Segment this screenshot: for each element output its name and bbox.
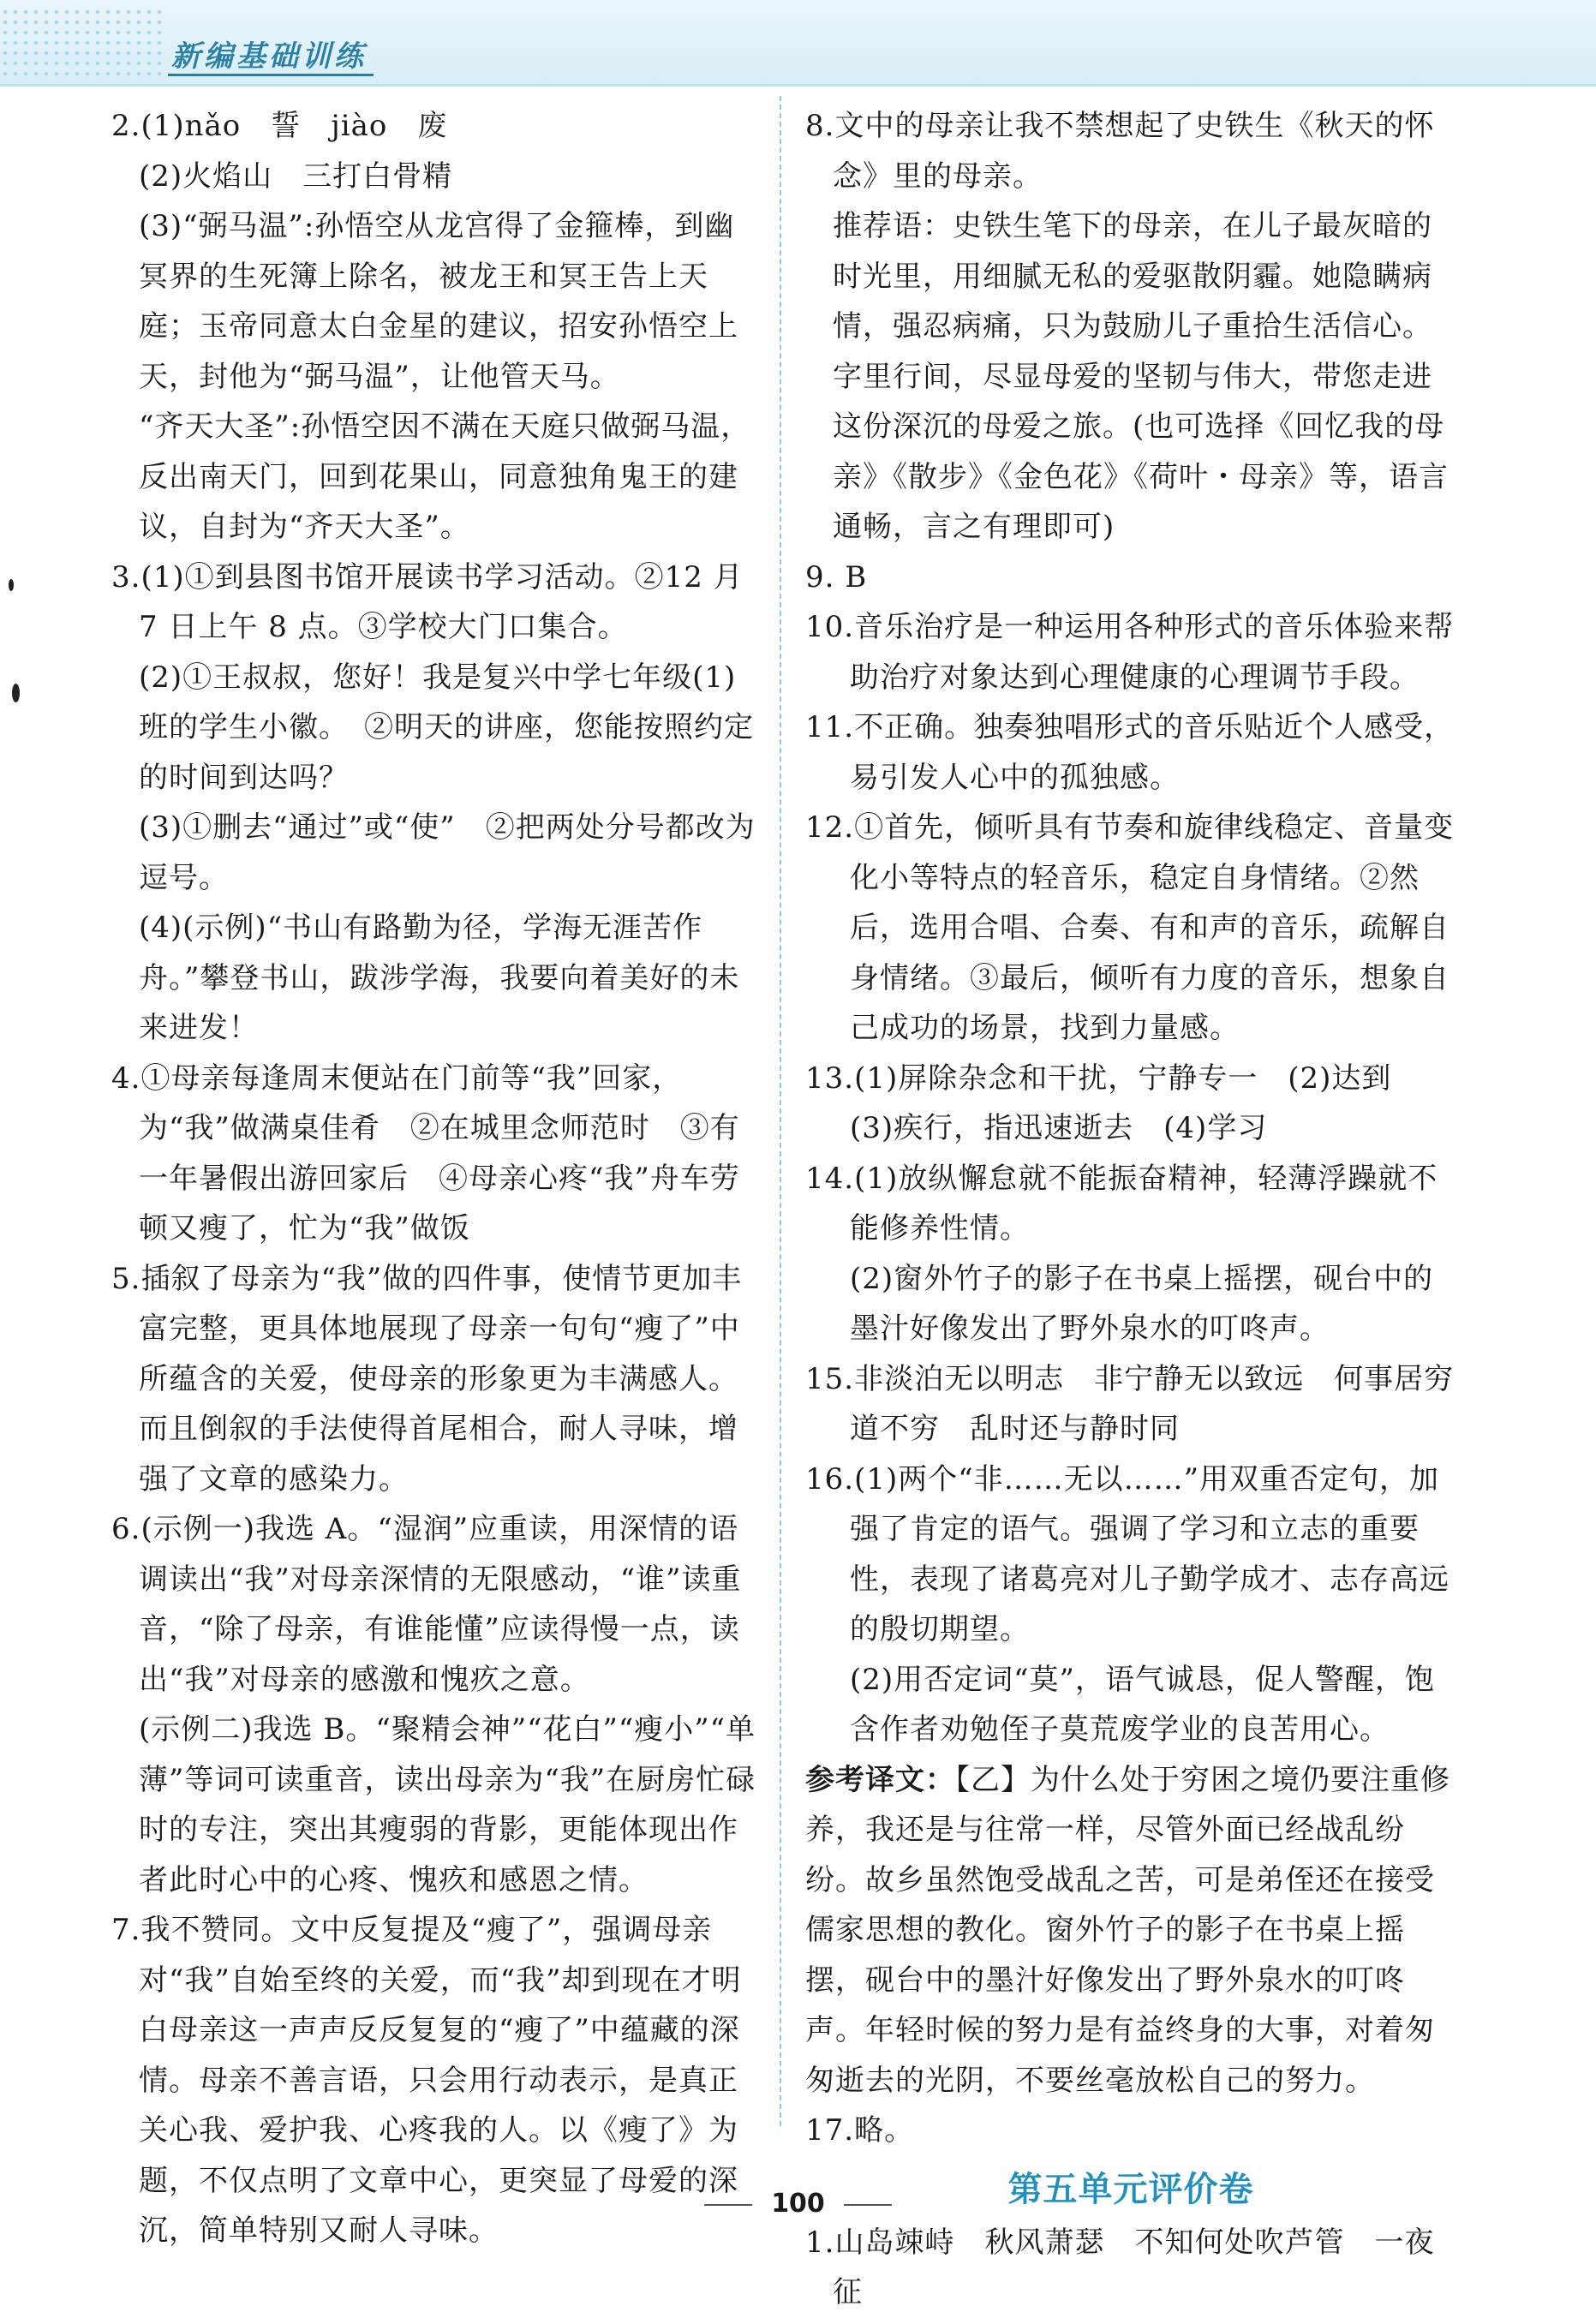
answer-q2-3: (3)“弼马温”:孙悟空从龙宫得了金箍棒，到幽冥界的生死簿上除名，被龙王和冥王告上天庭；玉帝同意太白金星的建议，招安孙悟空上天，封他为“弼马温”，让他管天马。 [139, 209, 738, 394]
answer-q3-4: (4)(示例)“书山有路勤为径，学海无涯苦作舟。”攀登书山，跋涉学海，我要向着美好的未来进发！ [139, 911, 740, 1045]
page-number: 100 [771, 2189, 825, 2219]
answer-q3-3: (3)①删去“通过”或“使” ②把两处分号都改为逗号。 [139, 810, 756, 895]
scan-mark [9, 579, 14, 591]
answer-q2-4: “齐天大圣”:孙悟空因不满在天庭只做弼马温，反出南天门，回到花果山，同意独角鬼王的建议，自封为“齐天大圣”。 [139, 409, 751, 544]
answer-q6-2: (示例二)我选 B。“聚精会神”“花白”“瘦小”“单薄”等词可读重音，读出母亲为“我”在厨房忙碌时的专注，突出其瘦弱的背影，更能体现出作者此时心中的心疼、愧疚和感恩之情。 [139, 1712, 756, 1897]
answer-q16-1: 16.(1)两个“非……无以……”用双重否定句，加强了肯定的语气。强调了学习和立志的重要性，表现了诸葛亮对儿子勤学成才、志存高远的殷切期望。 [805, 1461, 1450, 1646]
column-divider [780, 96, 781, 2126]
section-title: 第五单元评价卷 [1007, 2168, 1254, 2209]
answer-q16-2: (2)用否定词“莫”，语气诚恳，促人警醒，饱含作者劝勉侄子莫荒废学业的良苦用心。 [850, 1662, 1435, 1747]
header-title: 新编基础训练 [171, 39, 367, 74]
footer-dash-right [844, 2204, 892, 2206]
answer-q3-1: 3.(1)①到县图书馆开展读书学习活动。②12 月 7 日上午 8 点。③学校大门口集合。 [111, 559, 744, 644]
right-column-answers [805, 101, 1456, 2156]
answer-q12: 12.①首先，倾听具有节奏和旋律线稳定、音量变化小等特点的轻音乐，稳定自身情绪。②然后，选用合唱、合奏、有和声的音乐，疏解自身情绪。③最后，倾听有力度的音乐，想象自己成功的场景，找到力量感。 [805, 810, 1455, 1045]
reference-translation-text: 【乙】为什么处于穷困之境仍要注重修养，我还是与往常一样，尽管外面已经战乱纷纷。故乡虽然饱受战乱之苦，可是弟侄还在接受儒家思想的教化。窗外竹子的影子在书桌上摇摆，砚台中的墨汁好像发出了野外泉水的叮咚声。年轻时候的努力是有益终身的大事，对着匆匆逝去的光阴，不要丝毫放松自己的努力。 [805, 1762, 1450, 2098]
answer-q14-2: (2)窗外竹子的影子在书桌上摇摆，砚台中的墨汁好像发出了野外泉水的叮咚声。 [850, 1261, 1434, 1346]
right-column [805, 101, 1456, 2318]
answer-q17: 17.略。 [805, 2113, 915, 2148]
answer-q5: 5.插叙了母亲为“我”做的四件事，使情节更加丰富完整，更具体地展现了母亲一句句“瘦了”中所蕴含的关爱，使母亲的形象更为丰满感人。而且倒叙的手法使得首尾相合，耐人寻味，增强了文章的感染力。 [111, 1261, 743, 1497]
answer-q8-2: 推荐语：史铁生笔下的母亲，在儿子最灰暗的时光里，用细腻无私的爱驱散阴霾。她隐瞒病情，强忍病痛，只为鼓励儿子重拾生活信心。字里行间，尽显母爱的坚韧与伟大，带您走进这份深沉的母爱之旅。(也可选择《回忆我的母亲》《散步》《金色花》《荷叶・母亲》等，语言通畅，言之有理即可) [833, 209, 1449, 544]
reference-translation-label: 参考译文： [805, 1762, 955, 1797]
answer-q2-1: 2.(1)nǎo 誓 jiào 废 [111, 109, 448, 143]
answer-ref [805, 1755, 1456, 2106]
answer-q3-2: (2)①王叔叔，您好！我是复兴中学七年级(1)班的学生小徽。 ②明天的讲座，您能按照约定的时间到达吗？ [139, 660, 754, 795]
answer-q11: 11.不正确。独奏独唱形式的音乐贴近个人感受，易引发人心中的孤独感。 [805, 710, 1455, 795]
page-footer [0, 2189, 1596, 2219]
answer-q2-2: (2)火焰山 三打白骨精 [139, 158, 453, 194]
answer-q8-1: 8.文中的母亲让我不禁想起了史铁生《秋天的怀念》里的母亲。 [805, 109, 1435, 194]
header-band [0, 0, 1596, 87]
section-first-answer: 1.山岛竦峙 秋风萧瑟 不知何处吹芦管 一夜征 [805, 2225, 1435, 2309]
answer-q13: 13.(1)屏除杂念和干扰，宁静专一 (2)达到 (3)疾行，指迅速逝去 (4)学习 [805, 1060, 1422, 1145]
scan-mark [12, 684, 20, 702]
answer-q10: 10.音乐治疗是一种运用各种形式的音乐体验来帮助治疗对象达到心理健康的心理调节手段。 [805, 610, 1455, 695]
header-dot-pattern [0, 7, 163, 77]
left-column [111, 101, 764, 2256]
answer-q14-1: 14.(1)放纵懈怠就不能振奋精神，轻薄浮躁就不能修养性情。 [805, 1161, 1438, 1246]
answer-q15: 15.非淡泊无以明志 非宁静无以致远 何事居穷道不穷 乱时还与静时同 [805, 1361, 1455, 1446]
answer-q9: 9. B [805, 559, 868, 594]
header-title-underline [168, 74, 374, 76]
answer-q7: 7.我不赞同。文中反复提及“瘦了”，强调母亲对“我”自始至终的关爱，而“我”却到现在才明白母亲这一声声反反复复的“瘦了”中蕴藏的深情。母亲不善言语，只会用行动表示，是真正关心我、爱护我、心疼我的人。以《瘦了》为题，不仅点明了文章中心，更突显了母爱的深沉，简单特别又耐人寻味。 [111, 1913, 742, 2248]
answer-q4: 4.①母亲每逢周末便站在门前等“我”回家，为“我”做满桌佳肴 ②在城里念师范时 ③有一年暑假出游回家后 ④母亲心疼“我”舟车劳顿又瘦了，忙为“我”做饭 [111, 1060, 740, 1246]
footer-dash-left [704, 2204, 752, 2206]
answer-q6-1: 6.(示例一)我选 A。“湿润”应重读，用深情的语调读出“我”对母亲深情的无限感动，“谁”读重音，“除了母亲，有谁能懂”应读得慢一点，读出“我”对母亲的感激和愧疚之意。 [111, 1512, 742, 1697]
